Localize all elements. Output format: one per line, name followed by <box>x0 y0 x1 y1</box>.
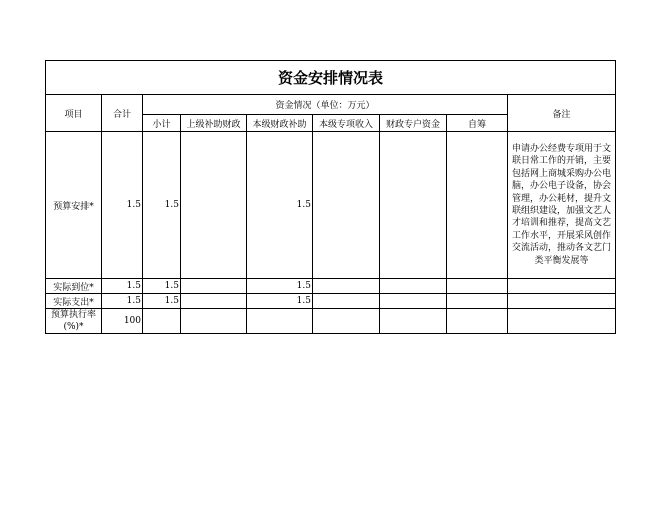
cell-special-account-funds <box>380 309 447 334</box>
cell-upper-subsidy <box>181 309 247 334</box>
row-label: 实际到位* <box>46 279 102 294</box>
cell-upper-subsidy <box>181 132 247 279</box>
header-self-raised: 自筹 <box>447 115 508 132</box>
cell-subtotal: 1.5 <box>143 132 181 279</box>
table-row <box>46 279 616 294</box>
header-special-account-funds: 财政专户资金 <box>380 115 447 132</box>
cell-total: 1.5 <box>102 132 143 279</box>
cell-subtotal: 1.5 <box>143 279 181 294</box>
header-total: 合计 <box>102 95 143 132</box>
cell-self-raised <box>447 309 508 334</box>
cell-self-raised <box>447 279 508 294</box>
header-local-special-income: 本级专项收入 <box>313 115 380 132</box>
header-remarks: 备注 <box>508 95 616 132</box>
header-subtotal: 小计 <box>143 115 181 132</box>
cell-remarks <box>508 309 616 334</box>
funding-table <box>45 60 616 334</box>
cell-remarks: 申请办公经费专项用于文联日常工作的开销，主要包括网上商城采购办公电脑，办公电子设备，协会管理，办公耗材，提升文联组织建设，加强文艺人才培训和推荐，提高文艺工作水平，开展采风创作交流活动，推动各文艺门类平衡发展等 <box>508 132 616 279</box>
cell-local-special-income <box>313 279 380 294</box>
cell-upper-subsidy <box>181 279 247 294</box>
table-title: 资金安排情况表 <box>46 61 616 95</box>
cell-special-account-funds <box>380 294 447 309</box>
cell-local-special-income <box>313 309 380 334</box>
table-row <box>46 309 616 334</box>
cell-remarks <box>508 294 616 309</box>
cell-total: 1.5 <box>102 294 143 309</box>
cell-local-special-income <box>313 132 380 279</box>
cell-self-raised <box>447 132 508 279</box>
row-label: 实际支出* <box>46 294 102 309</box>
cell-special-account-funds <box>380 132 447 279</box>
cell-special-account-funds <box>380 279 447 294</box>
table-row <box>46 132 616 279</box>
cell-local-subsidy: 1.5 <box>247 294 313 309</box>
cell-local-subsidy: 1.5 <box>247 279 313 294</box>
header-funding-group: 资金情况（单位：万元） <box>143 95 508 115</box>
cell-local-special-income <box>313 294 380 309</box>
cell-local-subsidy: 1.5 <box>247 132 313 279</box>
row-label: 预算执行率(%)* <box>46 309 102 334</box>
cell-total: 1.5 <box>102 279 143 294</box>
cell-total: 100 <box>102 309 143 334</box>
cell-subtotal: 1.5 <box>143 294 181 309</box>
header-project: 项目 <box>46 95 102 132</box>
cell-upper-subsidy <box>181 294 247 309</box>
cell-remarks <box>508 279 616 294</box>
cell-subtotal <box>143 309 181 334</box>
header-upper-subsidy: 上级补助财政 <box>181 115 247 132</box>
table-row <box>46 294 616 309</box>
cell-local-subsidy <box>247 309 313 334</box>
cell-self-raised <box>447 294 508 309</box>
header-local-subsidy: 本级财政补助 <box>247 115 313 132</box>
row-label: 预算安排* <box>46 132 102 279</box>
